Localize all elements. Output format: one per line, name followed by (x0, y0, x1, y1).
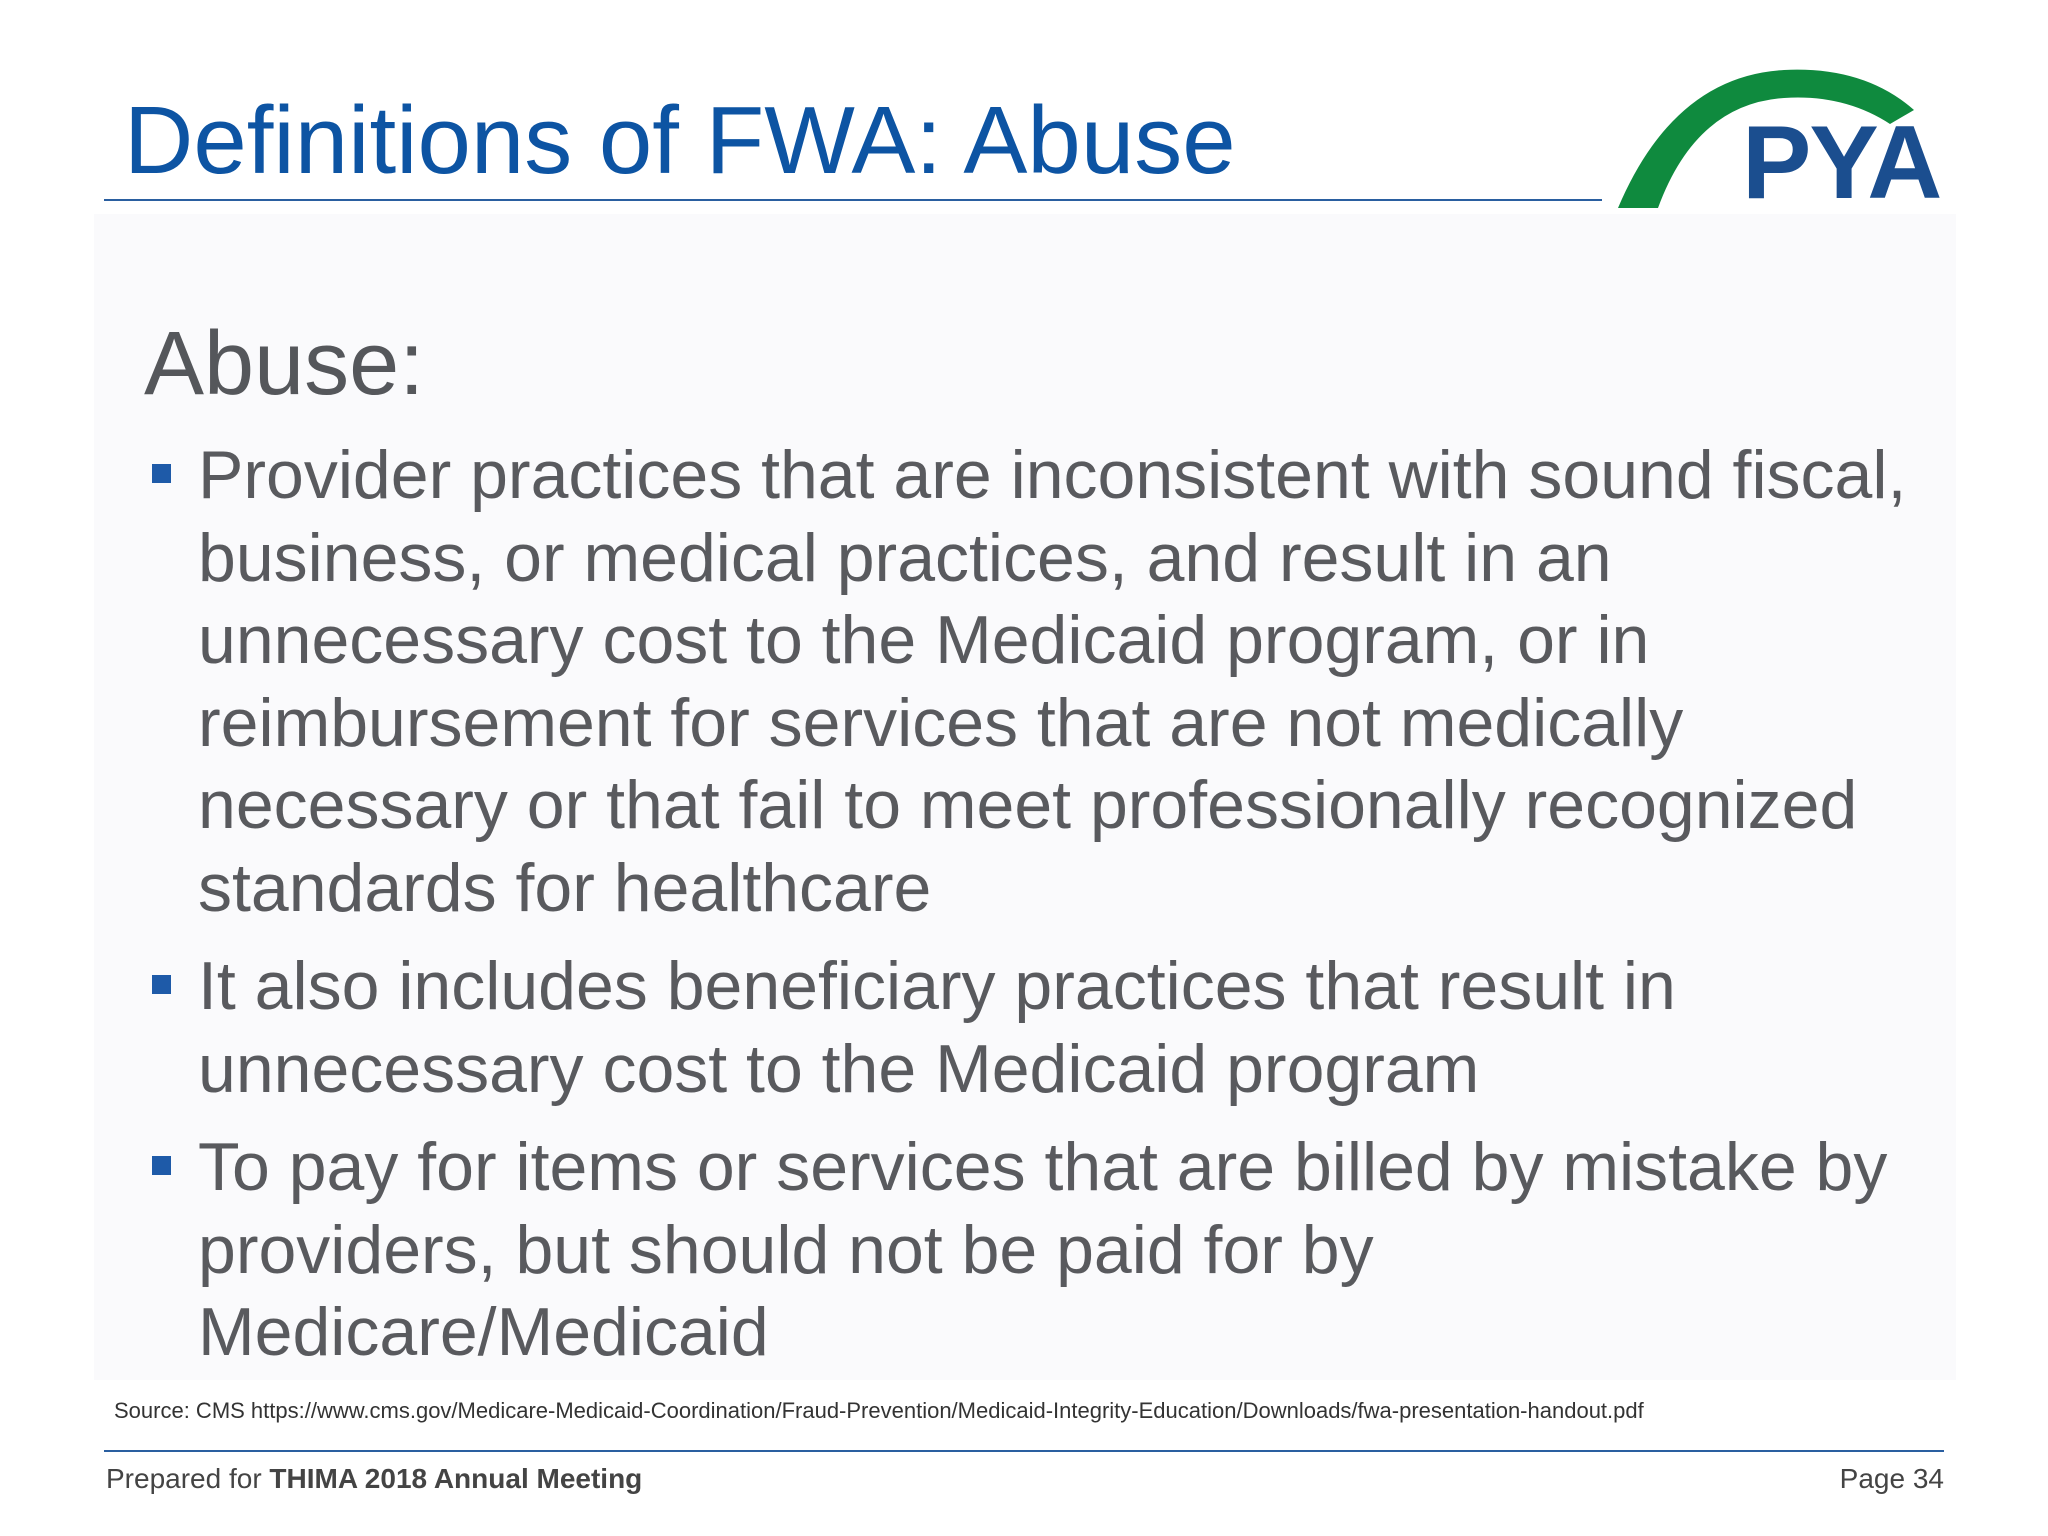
bullet-text: It also includes beneficiary practices that result in unnecessary cost to the Medicaid program (198, 948, 1676, 1107)
section-heading: Abuse: (144, 314, 425, 414)
title-divider (104, 199, 1602, 201)
bullet-text: To pay for items or services that are billed by mistake by providers, but should not be paid for by Medicare/Medicaid (198, 1129, 1888, 1370)
bullet-text: Provider practices that are inconsistent with sound fiscal, business, or medical practices, and result in an unnecessary cost to the Medicaid program, or in reimbursement for services that are not medically necessary or that fail to meet professionally recognized standards for healthcare (198, 437, 1907, 926)
footer-divider (104, 1450, 1944, 1452)
square-bullet-icon (152, 975, 171, 994)
footer-event-name: THIMA 2018 Annual Meeting (269, 1463, 643, 1494)
bullet-item (144, 1126, 1934, 1374)
footer-prefix: Prepared for (106, 1463, 270, 1494)
bullet-list (144, 434, 1934, 1390)
footer-prepared-for (106, 1462, 642, 1496)
page-number: Page 34 (1839, 1463, 1944, 1494)
source-citation: Source: CMS https://www.cms.gov/Medicare-Medicaid-Coordination/Fraud-Prevention/Medicaid-Integrity-Education/Downloads/fwa-presentation-handout.pdf (114, 1398, 1644, 1423)
slide-title: Definitions of FWA: Abuse (124, 87, 1236, 194)
logo-text: PYA (1742, 105, 1941, 221)
square-bullet-icon (152, 1156, 171, 1175)
square-bullet-icon (152, 464, 171, 483)
pya-logo (1614, 66, 1948, 221)
bullet-item (144, 434, 1934, 929)
bullet-item (144, 945, 1934, 1110)
